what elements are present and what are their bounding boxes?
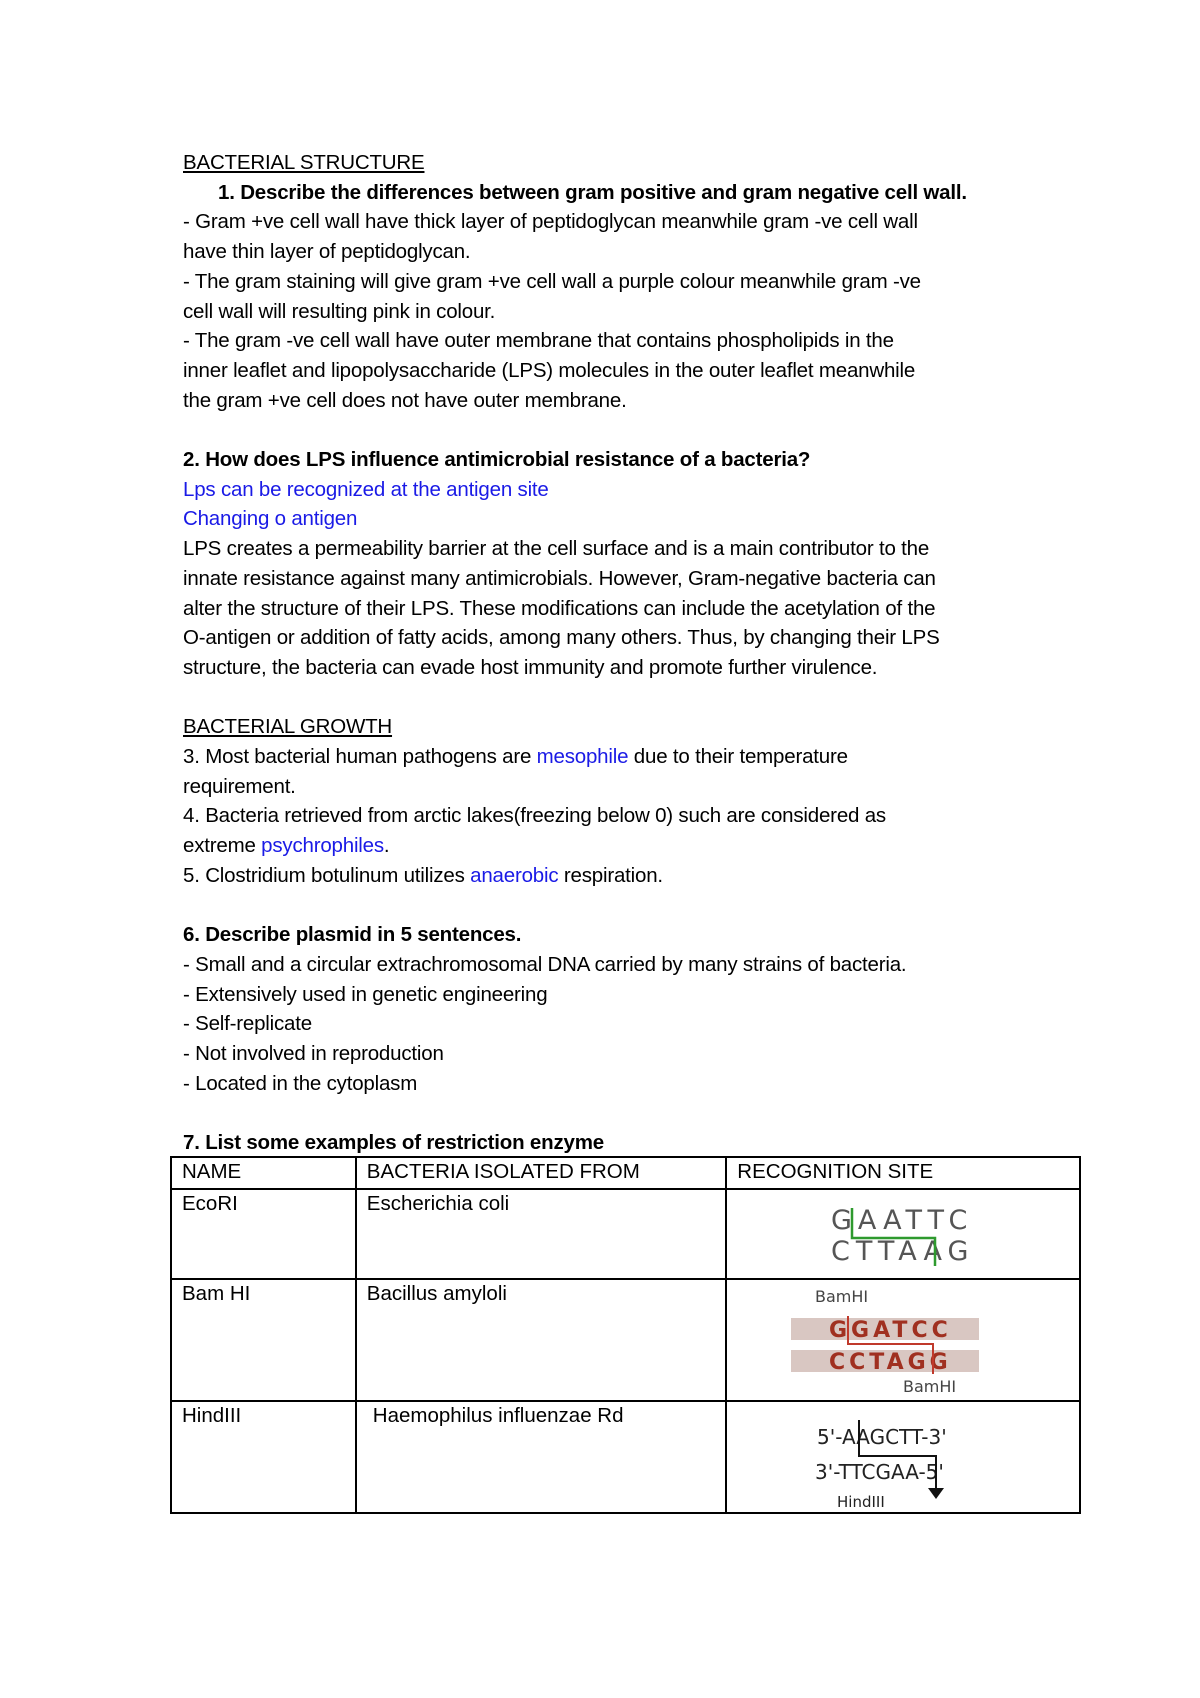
answer-1-line: cell wall will resulting pink in colour. — [183, 299, 496, 323]
answer-1-line: - The gram -ve cell wall have outer membrane that contains phospholipids in the — [183, 329, 894, 353]
question-6: 6. Describe plasmid in 5 sentences. — [183, 923, 522, 947]
enzyme-name: HindIII — [171, 1401, 356, 1513]
restriction-enzyme-table — [170, 1156, 1081, 1514]
answer-2-note: Changing o antigen — [183, 507, 358, 531]
question-4-cont: extreme psychrophiles. — [183, 834, 390, 858]
answer-1-line: inner leaflet and lipopolysaccharide (LPS) molecules in the outer leaflet meanwhile — [183, 358, 916, 382]
bamhi-top-strand: GGATCC — [829, 1318, 953, 1343]
bamhi-label-bottom: BamHI — [903, 1377, 957, 1396]
section-heading-growth: BACTERIAL GROWTH — [183, 715, 393, 739]
hindiii-bottom-strand: 3'-TTCGAA-5' — [815, 1460, 945, 1484]
header-recognition-site: RECOGNITION SITE — [726, 1157, 1080, 1189]
answer-mesophile: mesophile — [536, 745, 629, 769]
question-5: 5. Clostridium botulinum utilizes anaerobic respiration. — [183, 863, 663, 887]
question-3: 3. Most bacterial human pathogens are mesophile due to their temperature — [183, 745, 848, 769]
answer-1-line: - The gram staining will give gram +ve cell wall a purple colour meanwhile gram -ve — [183, 269, 921, 293]
ecori-bottom-strand: CTTAAG — [831, 1236, 975, 1267]
enzyme-source: Escherichia coli — [356, 1189, 727, 1279]
answer-6-line: - Small and a circular extrachromosomal DNA carried by many strains of bacteria. — [183, 952, 907, 976]
question-3-cont: requirement. — [183, 774, 296, 798]
answer-psychrophiles: psychrophiles — [261, 834, 384, 858]
answer-anaerobic: anaerobic — [470, 863, 559, 887]
answer-2-line: innate resistance against many antimicrobials. However, Gram-negative bacteria can — [183, 566, 936, 590]
ecori-top-strand: GAATTC — [831, 1205, 974, 1236]
bamhi-bottom-strand: CCTAGG — [829, 1350, 953, 1375]
recognition-site-bamhi — [726, 1279, 1080, 1401]
answer-2-line: O-antigen or addition of fatty acids, among many others. Thus, by changing their LPS — [183, 626, 940, 650]
recognition-site-hindiii — [726, 1401, 1080, 1513]
answer-2-line: alter the structure of their LPS. These modifications can include the acetylation of the — [183, 596, 936, 620]
answer-6-line: - Extensively used in genetic engineering — [183, 982, 548, 1006]
enzyme-source: Bacillus amyloli — [356, 1279, 727, 1401]
bamhi-label-top: BamHI — [815, 1287, 869, 1306]
hindiii-top-strand: 5'-AAGCTT-3' — [817, 1425, 948, 1449]
arrow-down-icon — [928, 1488, 944, 1499]
answer-1-line: - Gram +ve cell wall have thick layer of peptidoglycan meanwhile gram -ve cell wall — [183, 210, 918, 234]
answer-6-line: - Self-replicate — [183, 1012, 312, 1036]
table-row — [171, 1189, 1080, 1279]
ecori-diagram — [727, 1190, 1060, 1274]
enzyme-name: Bam HI — [171, 1279, 356, 1401]
enzyme-name: EcoRI — [171, 1189, 356, 1279]
recognition-site-ecori — [726, 1189, 1080, 1279]
hindiii-diagram — [727, 1402, 1060, 1508]
answer-1-line: have thin layer of peptidoglycan. — [183, 240, 471, 264]
bamhi-diagram — [727, 1280, 1060, 1396]
table-row — [171, 1279, 1080, 1401]
question-7: 7. List some examples of restriction enzyme — [183, 1131, 604, 1155]
header-bacteria: BACTERIA ISOLATED FROM — [356, 1157, 727, 1189]
answer-6-line: - Not involved in reproduction — [183, 1042, 444, 1066]
question-4: 4. Bacteria retrieved from arctic lakes(freezing below 0) such are considered as — [183, 804, 886, 828]
answer-2-note: Lps can be recognized at the antigen site — [183, 477, 549, 501]
answer-6-line: - Located in the cytoplasm — [183, 1071, 418, 1095]
enzyme-source: Haemophilus influenzae Rd — [356, 1401, 727, 1513]
section-heading-structure: BACTERIAL STRUCTURE — [183, 151, 425, 174]
table-header-row — [171, 1157, 1080, 1189]
answer-2-line: structure, the bacteria can evade host immunity and promote further virulence. — [183, 655, 878, 679]
header-name: NAME — [171, 1157, 356, 1189]
hindiii-label: HindIII — [837, 1493, 886, 1508]
answer-1-line: the gram +ve cell does not have outer membrane. — [183, 388, 627, 412]
question-1: 1. Describe the differences between gram positive and gram negative cell wall. — [218, 180, 967, 204]
table-row — [171, 1401, 1080, 1513]
document-page — [183, 148, 1043, 1158]
question-2: 2. How does LPS influence antimicrobial resistance of a bacteria? — [183, 448, 811, 472]
answer-2-line: LPS creates a permeability barrier at the cell surface and is a main contributor to the — [183, 537, 930, 561]
